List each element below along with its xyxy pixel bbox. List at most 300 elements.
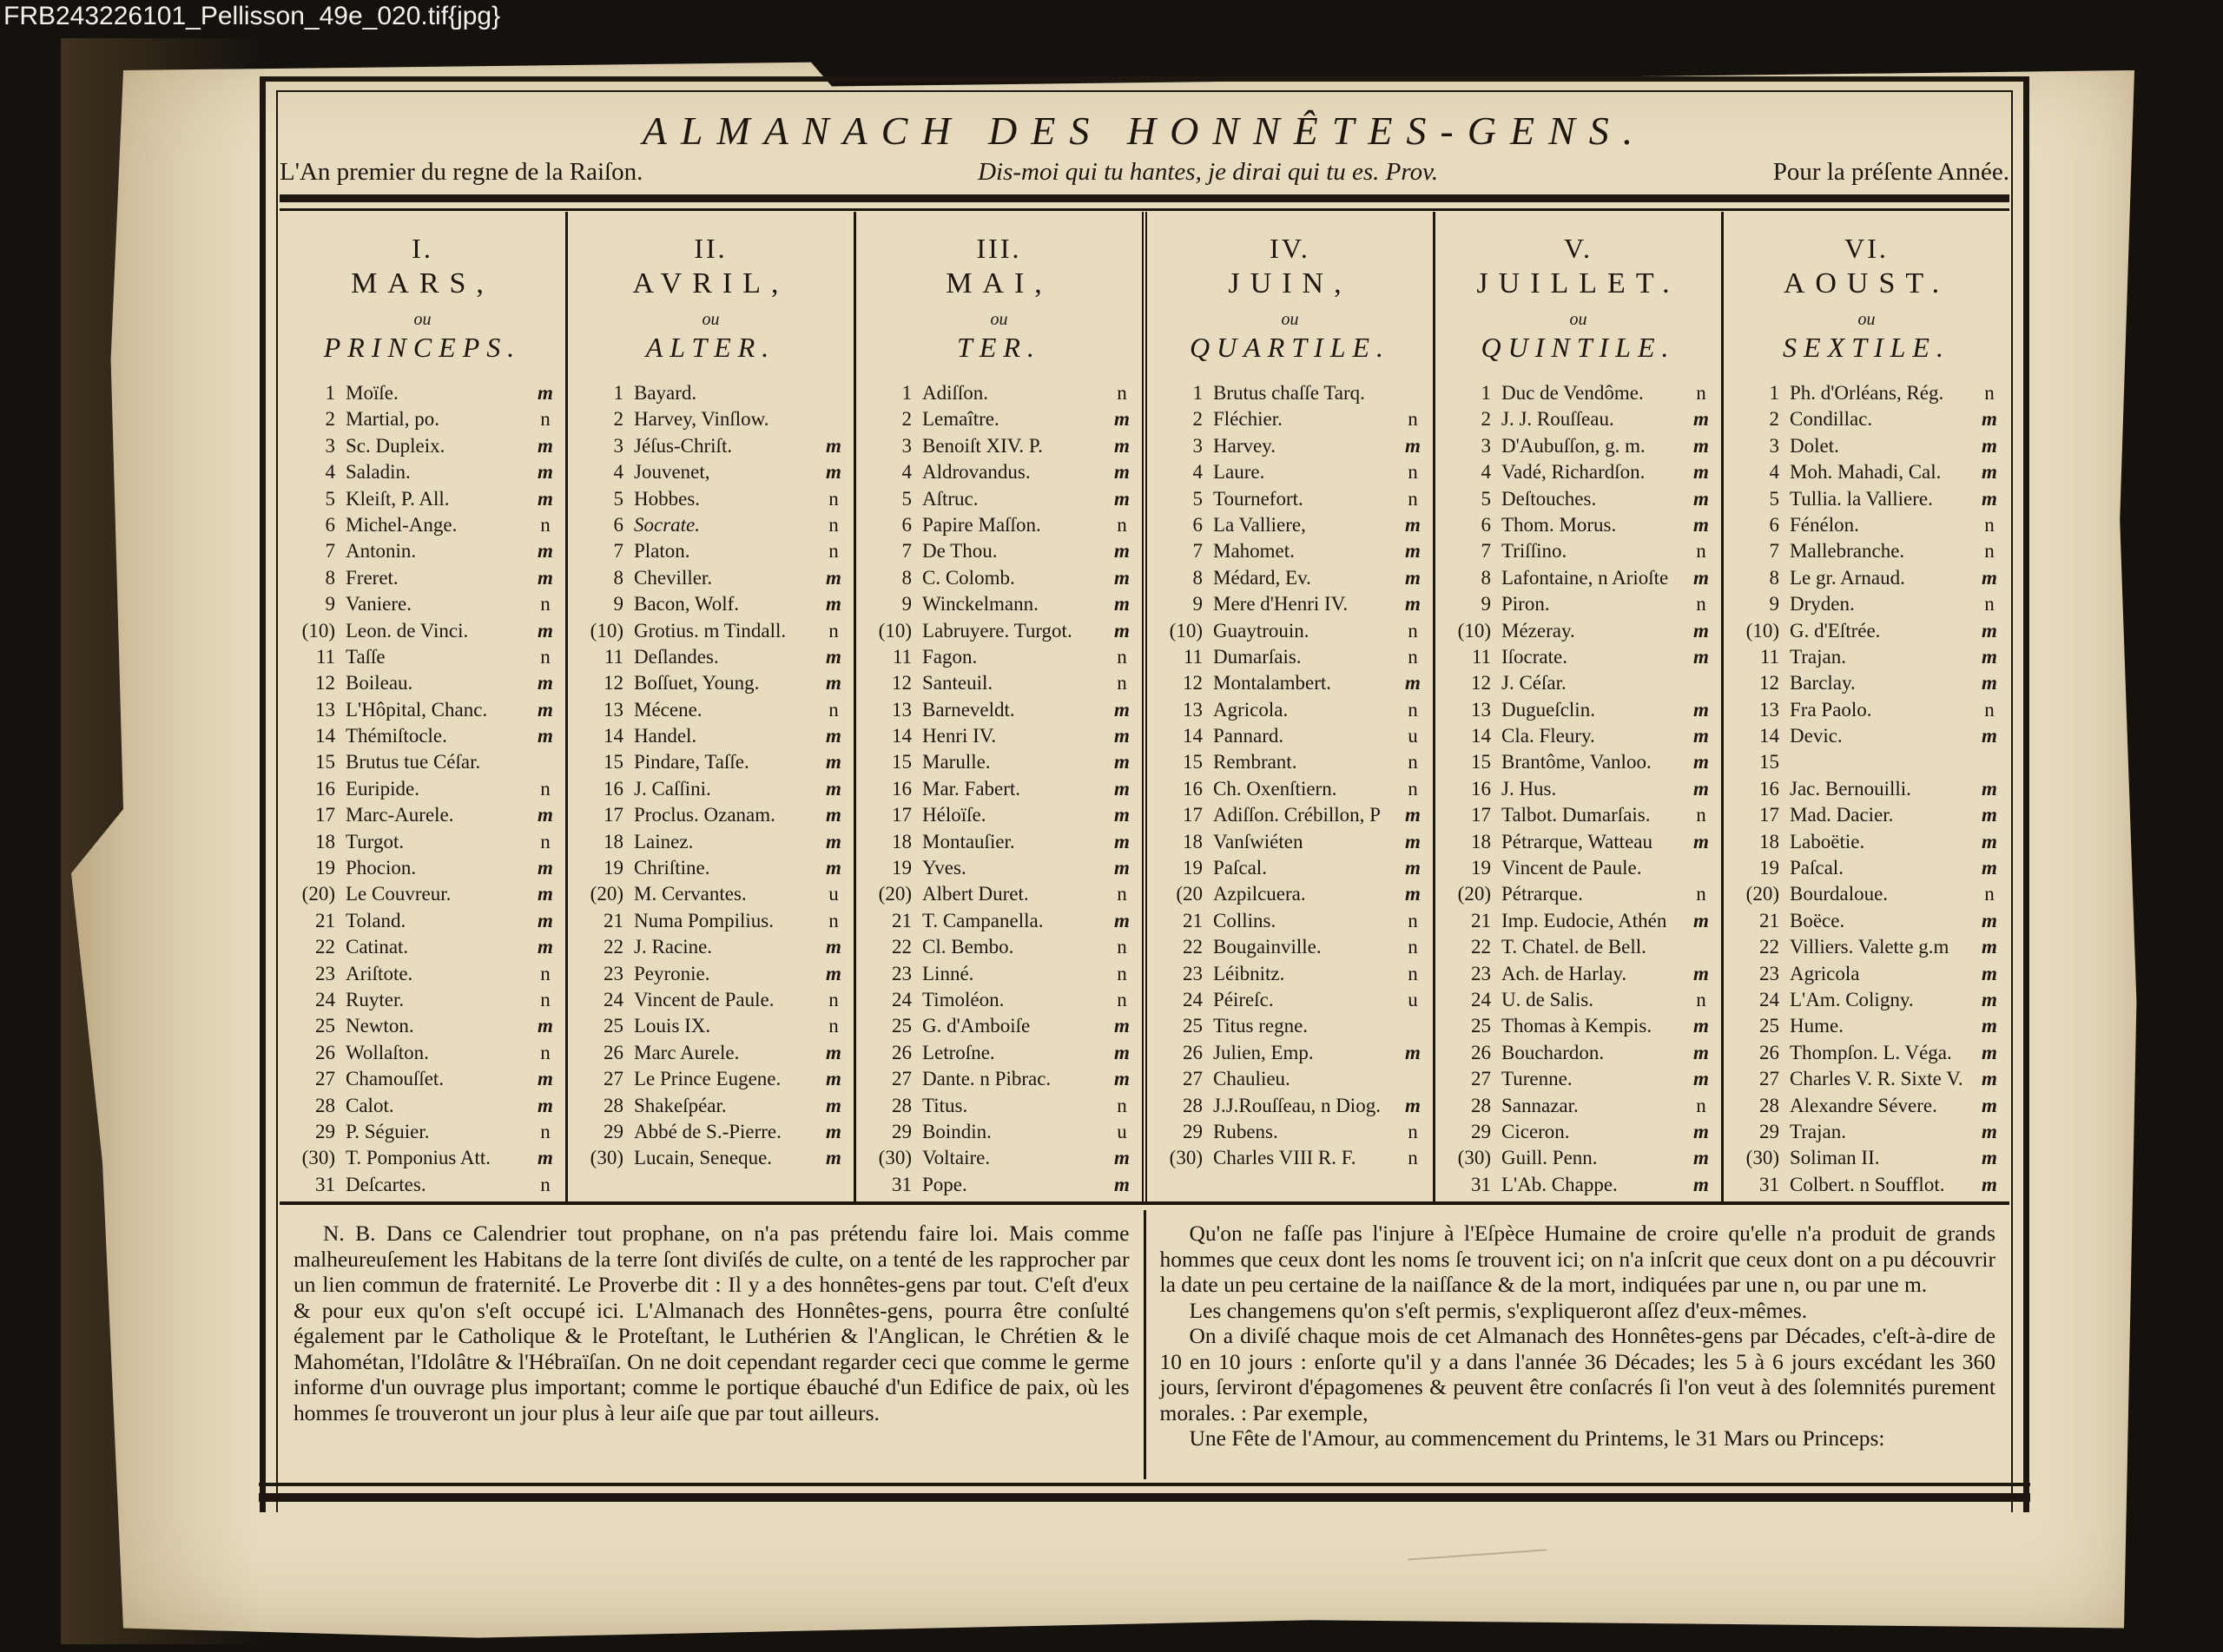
day-row (1147, 697, 1433, 723)
day-person: Handel. (634, 725, 697, 747)
day-number: 3 (325, 434, 335, 457)
day-person: T. Pomponius Att. (346, 1147, 491, 1169)
paper-stain (61, 38, 261, 1644)
day-person: Vaniere. (346, 593, 412, 615)
birth-death-mark: m (826, 593, 841, 615)
day-number: 4 (325, 461, 335, 484)
month-number: IV. (1270, 233, 1310, 264)
birth-death-mark: n (1408, 461, 1418, 484)
birth-death-mark: n (1984, 698, 1995, 721)
birth-death-mark: m (1982, 725, 1997, 747)
day-number: 16 (1471, 777, 1491, 800)
day-number: 18 (604, 830, 623, 852)
day-number: 22 (1183, 936, 1203, 958)
day-person: Triſſino. (1501, 540, 1567, 563)
birth-death-mark: n (828, 487, 839, 510)
day-number: 6 (1481, 513, 1491, 536)
day-row (856, 723, 1142, 749)
day-person: Condillac. (1790, 408, 1873, 431)
birth-death-mark: m (1693, 725, 1709, 747)
day-person: Dugueſclin. (1501, 698, 1595, 721)
birth-death-mark: m (1114, 1147, 1130, 1169)
day-person: Villiers. Valette g.m (1790, 936, 1949, 958)
birth-death-mark: m (1693, 1173, 1709, 1195)
birth-death-mark: n (1117, 962, 1127, 984)
birth-death-mark: m (1982, 804, 1997, 826)
day-person: Kleiſt, P. All. (346, 487, 450, 510)
day-person: Talbot. Dumarſais. (1501, 804, 1651, 826)
day-person: Dolet. (1790, 434, 1839, 457)
day-person: Catinat. (346, 936, 409, 958)
day-person: Santeuil. (922, 672, 993, 694)
day-number: 12 (1183, 672, 1203, 694)
birth-death-mark: m (1693, 777, 1709, 800)
day-person: Duc de Vendôme. (1501, 382, 1644, 404)
day-person: Devic. (1790, 725, 1843, 747)
day-person: J.J.Rouſſeau, n Diog. (1213, 1094, 1381, 1116)
birth-death-mark: n (1408, 1147, 1418, 1169)
month-latin-name: QUARTILE. (1189, 332, 1391, 363)
day-person: Laure. (1213, 461, 1265, 484)
birth-death-mark: m (826, 1041, 841, 1063)
day-person: Boſſuet, Young. (634, 672, 760, 694)
month-header (1724, 233, 2009, 373)
birth-death-mark: m (1693, 1041, 1709, 1063)
day-number: 31 (315, 1173, 335, 1195)
day-person: U. de Salis. (1501, 988, 1594, 1010)
day-row (1435, 670, 1721, 696)
day-number: 16 (892, 777, 912, 800)
day-person: Rembrant. (1213, 751, 1297, 773)
day-row (280, 1040, 565, 1066)
day-number: 13 (892, 698, 912, 721)
day-row (1435, 1172, 1721, 1198)
day-row (280, 1172, 565, 1198)
subtitle-row (280, 158, 2009, 187)
day-row (856, 1172, 1142, 1198)
day-row (568, 433, 854, 459)
day-row (856, 512, 1142, 538)
day-number: (20) (1745, 883, 1779, 905)
month-name: JUILLET. (1476, 267, 1680, 299)
day-number: 9 (613, 593, 623, 615)
birth-death-mark: m (1114, 1068, 1130, 1090)
day-number: 15 (1759, 751, 1779, 773)
day-row (856, 749, 1142, 775)
day-number: 24 (1471, 988, 1491, 1010)
day-number: 15 (1471, 751, 1491, 773)
day-row (1147, 749, 1433, 775)
footer-rule-thin (259, 1483, 2030, 1486)
day-list (1435, 380, 1721, 1198)
day-person: Taſſe (346, 645, 386, 668)
day-number: 7 (1192, 540, 1203, 563)
day-number: 2 (613, 408, 623, 431)
day-row (856, 618, 1142, 644)
day-number: (30) (1169, 1147, 1203, 1169)
day-number: 21 (892, 909, 912, 931)
day-person: Mécene. (634, 698, 703, 721)
day-person: Titus. (922, 1094, 968, 1116)
day-number: 4 (613, 461, 623, 484)
birth-death-mark: m (538, 672, 553, 694)
day-row (1147, 855, 1433, 881)
day-number: 26 (1759, 1041, 1779, 1063)
day-row (1724, 459, 2009, 485)
day-number: 27 (1471, 1068, 1491, 1090)
day-person: Ariſtote. (346, 962, 413, 984)
day-person: Shakeſpéar. (634, 1094, 727, 1116)
day-row (280, 697, 565, 723)
day-number: 12 (892, 672, 912, 694)
day-person: Marc Aurele. (634, 1041, 740, 1063)
birth-death-mark: m (1982, 857, 1997, 879)
day-row (1147, 591, 1433, 617)
birth-death-mark (1400, 1013, 1433, 1039)
day-person (1790, 749, 1976, 775)
day-number: 29 (604, 1120, 623, 1142)
day-person: Titus regne. (1213, 1015, 1309, 1037)
day-number: 24 (1183, 988, 1203, 1010)
day-person: Jac. Bernouilli. (1790, 777, 1911, 800)
subtitle-left: L'An premier du regne de la Raiſon. (280, 158, 643, 186)
day-row (1147, 1119, 1433, 1145)
almanac-title: ALMANACH DES HONNÊTES-GENS. (642, 109, 1647, 153)
day-row (280, 934, 565, 960)
day-number: 8 (1192, 566, 1203, 589)
birth-death-mark: m (538, 1147, 553, 1169)
day-person: Tullia. la Valliere. (1790, 487, 1933, 510)
day-number: 25 (315, 1015, 335, 1037)
day-person: Fra Paolo. (1790, 698, 1872, 721)
day-number: 22 (315, 936, 335, 958)
day-person: T. Campanella. (922, 909, 1044, 931)
note-left (280, 1210, 1144, 1479)
birth-death-mark (821, 406, 854, 432)
day-number: 11 (604, 645, 623, 668)
day-person: Paſcal. (1790, 857, 1844, 879)
day-row (856, 670, 1142, 696)
day-row (1435, 618, 1721, 644)
birth-death-mark: m (1693, 830, 1709, 852)
day-row (568, 1145, 854, 1171)
birth-death-mark: n (1696, 804, 1706, 826)
day-row (1724, 855, 2009, 881)
birth-death-mark: n (1408, 645, 1418, 668)
day-person: Turenne. (1501, 1068, 1573, 1090)
birth-death-mark: n (540, 1173, 551, 1195)
day-person: Lemaître. (922, 408, 999, 431)
birth-death-mark: m (1114, 751, 1130, 773)
day-row (280, 459, 565, 485)
day-row (1724, 1145, 2009, 1171)
day-number: 9 (901, 593, 912, 615)
day-person: Fagon. (922, 645, 978, 668)
subtitle-proverb: Dis-moi qui tu hantes, je dirai qui tu es. Prov. (978, 158, 1439, 186)
day-person: Lainez. (634, 830, 694, 852)
birth-death-mark: n (1117, 645, 1127, 668)
day-row (1724, 618, 2009, 644)
day-row (1435, 486, 1721, 512)
day-person: Linné. (922, 962, 974, 984)
day-number: 13 (1471, 698, 1491, 721)
note-left-paragraph: N. B. Dans ce Calendrier tout prophane, on n'a pas prétendu faire loi. Mais comme malheureuſement les Habitans de la terre ſont diviſés de culte, on a tenté de les rapprocher par un lien commun de fraternité. Le Proverbe dit : Il y a des honnêtes-gens par tout. C'eſt d'eux & pour eux qu'on s'eſt occupé ici. L'Almanach des Honnêtes-gens, pourra être conſulté également par le Catholique & le Proteſtant, le Luthérien & l'Anglican, le Chrétien & le Mahométan, l'Idolâtre & l'Hébraïſan. On ne doit cependant regarder ceci que comme le germe informe d'un ouvrage plus important; comme le portique ébauché d'un Edifice de paix, où les hommes ſe trouveront un jour plus à leur aiſe que par tout ailleurs. (294, 1221, 1130, 1425)
day-person: Albert Duret. (922, 883, 1029, 905)
birth-death-mark: m (1982, 1041, 1997, 1063)
day-row (856, 459, 1142, 485)
day-number: 24 (604, 988, 623, 1010)
birth-death-mark: n (1696, 988, 1706, 1010)
day-person: Pindare, Taſſe. (634, 751, 749, 773)
day-number: 17 (892, 804, 912, 826)
birth-death-mark: m (538, 725, 553, 747)
day-number: 7 (613, 540, 623, 563)
day-person: Deſlandes. (634, 645, 719, 668)
day-number: 5 (613, 487, 623, 510)
day-person: Rubens. (1213, 1120, 1278, 1142)
day-number: 2 (901, 408, 912, 431)
day-row (1147, 723, 1433, 749)
birth-death-mark: n (828, 988, 839, 1010)
day-person: Le gr. Arnaud. (1790, 566, 1905, 589)
day-person: Platon. (634, 540, 690, 563)
day-number: 25 (604, 1015, 623, 1037)
birth-death-mark: n (540, 1041, 551, 1063)
day-row (568, 697, 854, 723)
day-person: Louis IX. (634, 1015, 711, 1037)
day-number: 17 (604, 804, 623, 826)
day-person: Yves. (922, 857, 966, 879)
birth-death-mark: n (1408, 751, 1418, 773)
birth-death-mark: m (1114, 909, 1130, 931)
day-person: L'Ab. Chappe. (1501, 1173, 1618, 1195)
birth-death-mark: m (1982, 461, 1997, 484)
day-number: 14 (1759, 725, 1779, 747)
day-number: 26 (892, 1041, 912, 1063)
birth-death-mark: m (1693, 619, 1709, 642)
day-row (1435, 1040, 1721, 1066)
birth-death-mark: m (1114, 540, 1130, 563)
day-person: L'Hôpital, Chanc. (346, 698, 488, 721)
day-number: (20) (301, 883, 335, 905)
day-number: 7 (901, 540, 912, 563)
birth-death-mark: m (826, 962, 841, 984)
day-row (1435, 987, 1721, 1013)
day-person: Newton. (346, 1015, 414, 1037)
birth-death-mark: m (1405, 830, 1421, 852)
day-row (1435, 776, 1721, 802)
day-number: (10) (590, 619, 623, 642)
birth-death-mark (1688, 934, 1721, 960)
day-number: 5 (1769, 487, 1779, 510)
day-number: 3 (901, 434, 912, 457)
day-number: 28 (1759, 1094, 1779, 1116)
day-number: 14 (1471, 725, 1491, 747)
day-row (1147, 459, 1433, 485)
birth-death-mark: m (1114, 857, 1130, 879)
day-number: 8 (901, 566, 912, 589)
birth-death-mark: n (828, 540, 839, 563)
birth-death-mark: m (1693, 751, 1709, 773)
day-number: 24 (315, 988, 335, 1010)
birth-death-mark: n (540, 1120, 551, 1142)
birth-death-mark: n (1696, 540, 1706, 563)
day-row (1724, 961, 2009, 987)
note-right (1144, 1210, 2010, 1479)
birth-death-mark: m (1114, 487, 1130, 510)
day-row (280, 618, 565, 644)
birth-death-mark: n (540, 513, 551, 536)
day-person: Ph. d'Orléans, Rég. (1790, 382, 1944, 404)
day-person: Fénélon. (1790, 513, 1859, 536)
birth-death-mark: u (1117, 1120, 1127, 1142)
day-person: Labruyere. Turgot. (922, 619, 1072, 642)
day-row (1147, 433, 1433, 459)
birth-death-mark: m (538, 1094, 553, 1116)
day-number: 18 (1471, 830, 1491, 852)
day-person: G. d'Eſtrée. (1790, 619, 1881, 642)
day-person: G. d'Amboiſe (922, 1015, 1031, 1037)
day-person: Boindin. (922, 1120, 992, 1142)
day-row (1724, 934, 2009, 960)
day-person: Grotius. m Tindall. (634, 619, 787, 642)
day-number: 11 (1471, 645, 1491, 668)
birth-death-mark: n (540, 593, 551, 615)
day-row (280, 961, 565, 987)
day-person: Bacon, Wolf. (634, 593, 740, 615)
day-person: Cla. Fleury. (1501, 725, 1595, 747)
birth-death-mark: m (1982, 1173, 1997, 1195)
birth-death-mark: m (1693, 566, 1709, 589)
day-row (856, 908, 1142, 934)
birth-death-mark: m (1982, 645, 1997, 668)
note-right-paragraph: Les changemens qu'on s'eſt permis, s'expliqueront aſſez d'eux-mêmes. (1189, 1297, 1808, 1323)
day-number: 8 (1769, 566, 1779, 589)
day-number: 23 (604, 962, 623, 984)
birth-death-mark: m (1405, 540, 1421, 563)
day-person: Charles V. R. Sixte V. (1790, 1068, 1963, 1090)
day-row (568, 644, 854, 670)
day-row (568, 1093, 854, 1119)
day-number: 28 (1183, 1094, 1203, 1116)
day-row (1435, 697, 1721, 723)
day-row (1435, 565, 1721, 591)
day-row (1724, 1040, 2009, 1066)
day-number: 13 (315, 698, 335, 721)
month-ou: ou (1569, 310, 1587, 329)
day-number: 28 (1471, 1094, 1491, 1116)
birth-death-mark: m (1114, 804, 1130, 826)
day-number: (10) (1745, 619, 1779, 642)
birth-death-mark (1400, 380, 1433, 406)
day-number: 19 (315, 857, 335, 879)
day-row (280, 1119, 565, 1145)
birth-death-mark: m (1114, 593, 1130, 615)
birth-death-mark: m (1114, 461, 1130, 484)
day-person: Collins. (1213, 909, 1276, 931)
birth-death-mark: m (1693, 1015, 1709, 1037)
day-row (1147, 1066, 1433, 1092)
day-person: Michel-Ange. (346, 513, 458, 536)
day-person: Héloïſe. (922, 804, 986, 826)
day-person: Thomas à Kempis. (1501, 1015, 1652, 1037)
day-row (1724, 697, 2009, 723)
day-person: Mallebranche. (1790, 540, 1905, 563)
birth-death-mark: n (1408, 619, 1418, 642)
day-number: 6 (325, 513, 335, 536)
day-person: Voltaire. (922, 1147, 991, 1169)
day-number: 17 (1759, 804, 1779, 826)
month-column (280, 212, 568, 1201)
day-number: (10) (1169, 619, 1203, 642)
birth-death-mark: m (1693, 1147, 1709, 1169)
day-person: Thémiſtocle. (346, 725, 447, 747)
birth-death-mark: n (1408, 408, 1418, 431)
month-name: AOUST. (1783, 267, 1950, 299)
day-number: 17 (315, 804, 335, 826)
month-header (1147, 233, 1433, 373)
day-person: Hobbes. (634, 487, 701, 510)
day-row (1147, 829, 1433, 855)
birth-death-mark: m (826, 1094, 841, 1116)
day-row (1147, 486, 1433, 512)
birth-death-mark: n (1117, 936, 1127, 958)
day-person: Dante. n Pibrac. (922, 1068, 1052, 1090)
day-row (568, 829, 854, 855)
birth-death-mark: m (1982, 408, 1997, 431)
day-number: 6 (613, 513, 623, 536)
day-person: Sannazar. (1501, 1094, 1579, 1116)
day-person: J. Céſar. (1501, 672, 1567, 694)
day-person: Bourdaloue. (1790, 883, 1889, 905)
day-row (1147, 881, 1433, 907)
day-row (1435, 934, 1721, 960)
day-number: 8 (1481, 566, 1491, 589)
day-number: 4 (1192, 461, 1203, 484)
day-row (568, 855, 854, 881)
day-row (280, 1093, 565, 1119)
day-row (280, 1013, 565, 1039)
day-row (856, 802, 1142, 828)
day-number: 14 (892, 725, 912, 747)
day-number: 31 (1471, 1173, 1491, 1195)
day-person: Fléchier. (1213, 408, 1283, 431)
day-person: Iſocrate. (1501, 645, 1567, 668)
birth-death-mark: m (538, 1015, 553, 1037)
birth-death-mark: m (1693, 1120, 1709, 1142)
birth-death-mark: m (1114, 619, 1130, 642)
day-row (568, 565, 854, 591)
day-person: Calot. (346, 1094, 394, 1116)
day-list (568, 380, 854, 1172)
day-person: Cl. Bembo. (922, 936, 1014, 958)
day-person: Thom. Morus. (1501, 513, 1617, 536)
birth-death-mark: n (540, 408, 551, 431)
day-number: 8 (613, 566, 623, 589)
day-number: 26 (315, 1041, 335, 1063)
day-person: Socrate. (634, 513, 701, 536)
month-latin-name: PRINCEPS. (323, 332, 522, 363)
day-number: 22 (892, 936, 912, 958)
day-number: (20) (590, 883, 623, 905)
day-person: L'Am. Coligny. (1790, 988, 1914, 1010)
day-person: Marc-Aurele. (346, 804, 454, 826)
day-number: 28 (604, 1094, 623, 1116)
day-number: (30) (1745, 1147, 1779, 1169)
note-right-paragraph: On a diviſé chaque mois de cet Almanach des Honnêtes-gens par Décades, c'eſt-à-dire de 10 en 10 jours : enſorte qu'il y a dans l'année 36 Décades; les 5 à 6 jours excédant les 360 jours, ſerviront d'épagomenes & peuvent être conſacrés ſi l'on veut à des ſolemnités purement morales. : Par exemple, (1159, 1323, 1995, 1425)
day-person: Jouvenet, (634, 461, 710, 484)
day-person: Péireſc. (1213, 988, 1274, 1010)
